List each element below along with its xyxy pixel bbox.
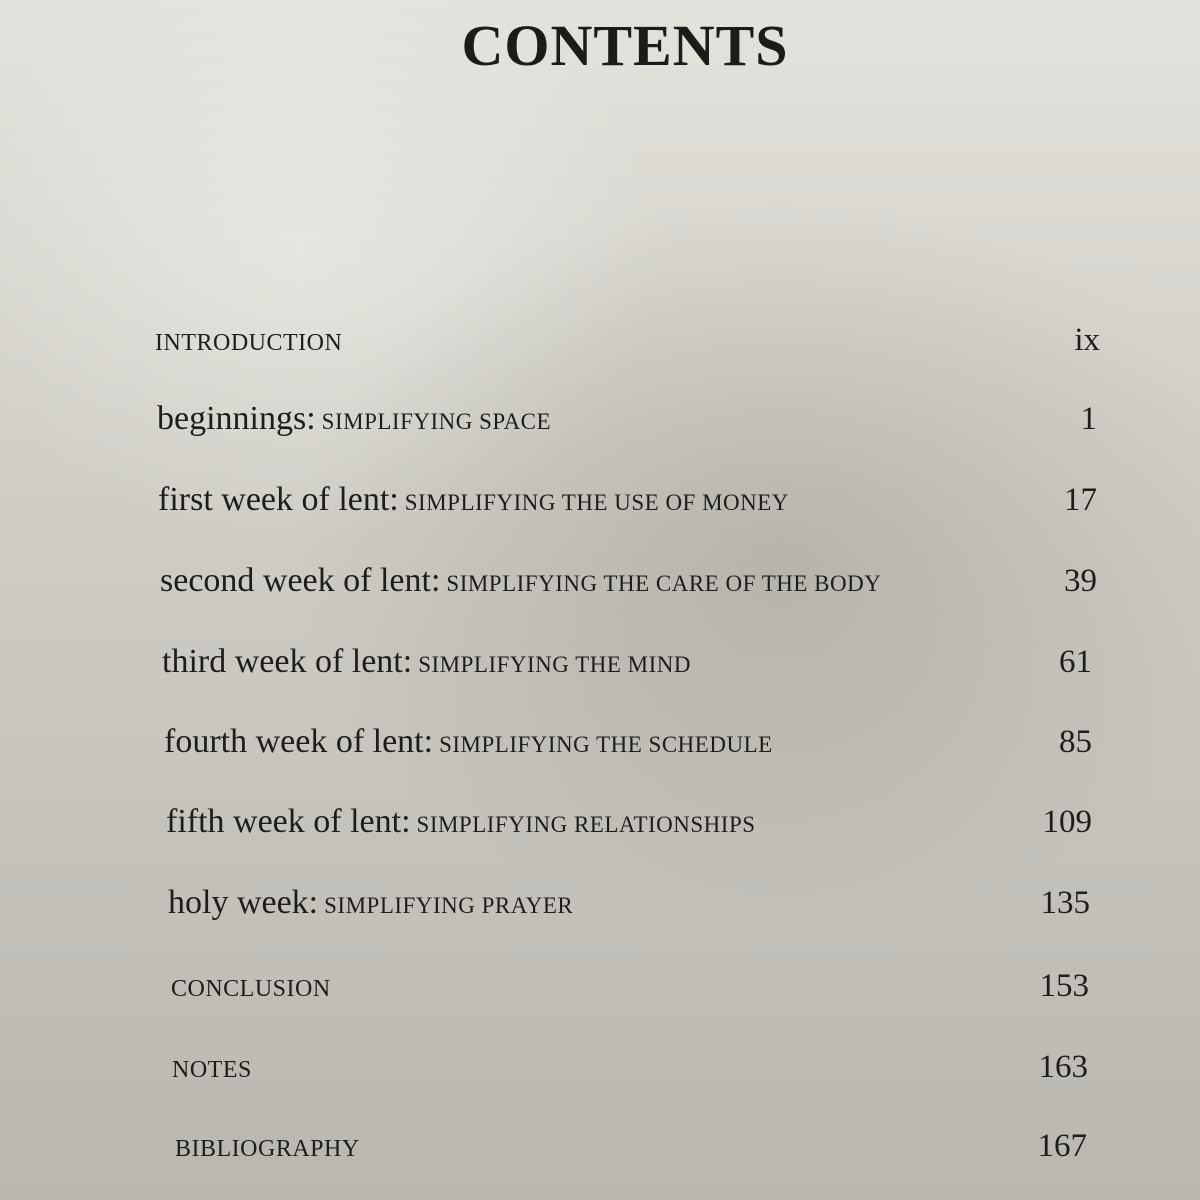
toc-entry-page-number: 153	[1039, 968, 1089, 1004]
toc-entry-page-number: 39	[1064, 563, 1097, 599]
toc-entry-label	[175, 1136, 360, 1163]
toc-entry-lead: fourth week of lent:	[164, 723, 434, 760]
toc-entry-page-number: 85	[1059, 724, 1092, 760]
toc-entry-second-week	[160, 562, 1097, 600]
toc-entry-page-number: 17	[1064, 482, 1097, 518]
toc-entry-conclusion	[171, 968, 1089, 1005]
toc-entry-lead: third week of lent:	[162, 643, 413, 680]
toc-entry-label	[157, 400, 551, 438]
toc-entry-caps: SIMPLIFYING THE MIND	[418, 652, 692, 677]
toc-entry-lead: second week of lent:	[160, 562, 441, 599]
toc-entry-third-week	[162, 643, 1092, 681]
toc-entry-label	[166, 803, 756, 841]
toc-entry-label	[160, 562, 881, 600]
toc-entry-lead: holy week:	[168, 884, 319, 921]
toc-entry-caps: CONCLUSION	[171, 976, 331, 1002]
toc-entry-label	[155, 330, 342, 357]
toc-entry-lead: fifth week of lent:	[166, 803, 411, 840]
toc-entry-page-number: 167	[1037, 1128, 1087, 1164]
toc-entry-lead: first week of lent:	[158, 481, 399, 518]
toc-entry-label	[172, 1057, 252, 1084]
toc-entry-page-number: 163	[1038, 1049, 1088, 1085]
toc-entry-page-number: 61	[1059, 644, 1092, 680]
toc-entry-fifth-week	[166, 803, 1092, 841]
toc-entry-caps: SIMPLIFYING THE SCHEDULE	[439, 732, 773, 757]
toc-entry-lead: beginnings:	[157, 400, 316, 437]
toc-entry-page-number: 1	[1080, 401, 1097, 437]
toc-entry-page-number: 109	[1042, 804, 1092, 840]
toc-entry-fourth-week	[164, 723, 1092, 761]
toc-entry-label	[171, 976, 331, 1003]
toc-entry-label	[158, 481, 789, 519]
toc-entry-beginnings	[157, 400, 1097, 438]
toc-entry-first-week	[158, 481, 1097, 519]
toc-entry-page-number: ix	[1074, 322, 1100, 358]
toc-entry-page-number: 135	[1040, 885, 1090, 921]
toc-entry-caps: SIMPLIFYING THE USE OF MONEY	[404, 490, 789, 515]
toc-entry-caps: BIBLIOGRAPHY	[175, 1136, 360, 1162]
toc-entry-introduction	[155, 322, 1100, 359]
toc-entry-caps: NOTES	[172, 1057, 252, 1083]
page-title: CONTENTS	[461, 13, 789, 78]
toc-entry-notes	[172, 1049, 1088, 1086]
toc-entry-label	[162, 643, 691, 681]
toc-entry-label	[168, 884, 573, 922]
toc-entry-label	[164, 723, 773, 761]
toc-entry-caps: SIMPLIFYING PRAYER	[324, 893, 574, 918]
toc-entry-caps: SIMPLIFYING THE CARE OF THE BODY	[446, 571, 882, 596]
toc-entry-bibliography	[175, 1128, 1087, 1165]
toc-entry-holy-week	[168, 884, 1090, 922]
toc-entry-caps: INTRODUCTION	[155, 330, 343, 356]
toc-entry-caps: SIMPLIFYING SPACE	[321, 409, 552, 434]
toc-entry-caps: SIMPLIFYING RELATIONSHIPS	[416, 812, 756, 837]
